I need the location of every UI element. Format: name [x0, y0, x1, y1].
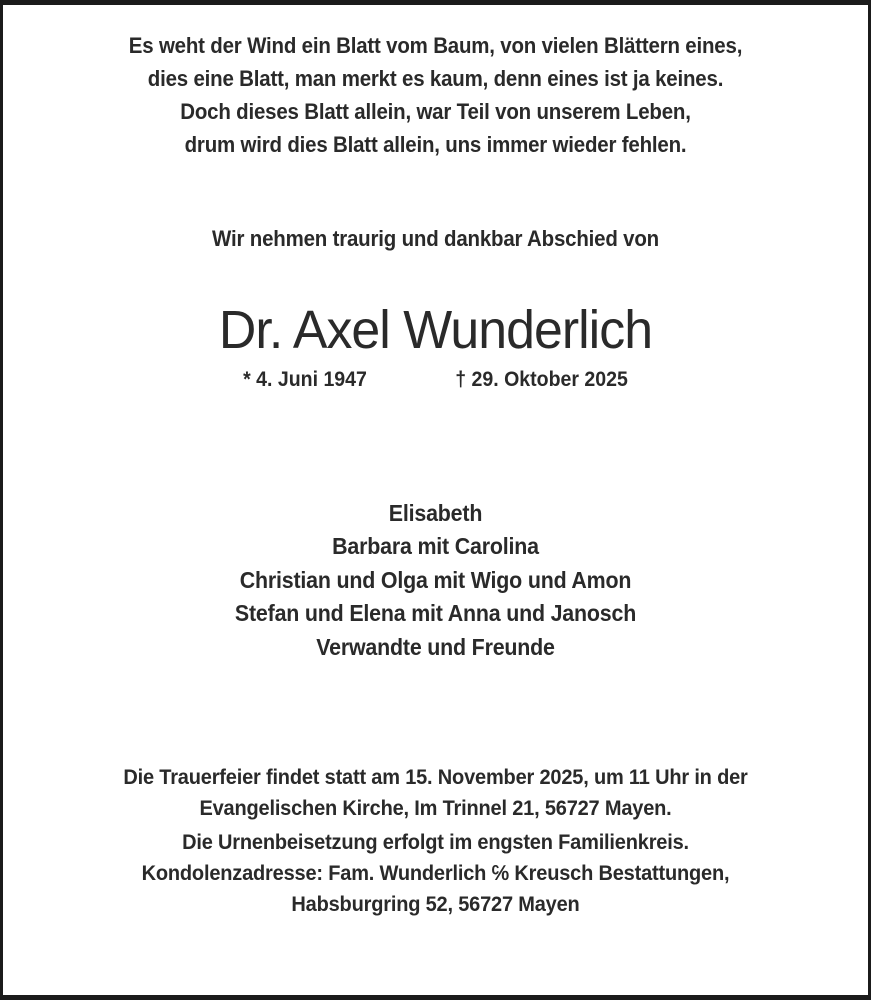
poem-line: drum wird dies Blatt allein, uns immer wieder fehlen. — [184, 132, 687, 157]
life-dates — [33, 366, 837, 394]
farewell-intro: Wir nehmen traurig und dankbar Abschied von — [212, 226, 659, 251]
mourner-line: Barbara mit Carolina — [332, 533, 539, 560]
poem-line: Doch dieses Blatt allein, war Teil von unserem Leben, — [180, 99, 691, 124]
mourner-line: Stefan und Elena mit Anna und Janosch — [234, 600, 637, 627]
mourners-list — [33, 497, 837, 664]
poem-line: Es weht der Wind ein Blatt vom Baum, von vielen Blättern eines, — [128, 33, 743, 58]
funeral-service-line: Evangelischen Kirche, Im Trinnel 21, 56727 Mayen. — [199, 796, 672, 821]
condolence-address-line: Kondolenzadresse: Fam. Wunderlich ℅ Kreusch Bestattungen, — [141, 861, 730, 886]
deceased-name: Dr. Axel Wunderlich — [218, 300, 653, 360]
memorial-poem — [33, 29, 837, 161]
birth-date: * 4. Juni 1947 — [243, 368, 367, 391]
mourner-line: Verwandte und Freunde — [316, 633, 555, 660]
funeral-service-line: Die Trauerfeier findet statt am 15. November 2025, um 11 Uhr in der — [123, 765, 748, 790]
poem-line: dies eine Blatt, man merkt es kaum, denn eines ist ja keines. — [147, 66, 724, 91]
death-date: † 29. Oktober 2025 — [455, 368, 628, 391]
urn-burial-line: Die Urnenbeisetzung erfolgt im engsten Familienkreis. — [182, 830, 689, 855]
mourner-line: Christian und Olga mit Wigo und Amon — [239, 566, 632, 593]
funeral-details — [33, 762, 837, 920]
condolence-address-line: Habsburgring 52, 56727 Mayen — [291, 892, 580, 917]
mourner-line: Elisabeth — [388, 500, 483, 526]
